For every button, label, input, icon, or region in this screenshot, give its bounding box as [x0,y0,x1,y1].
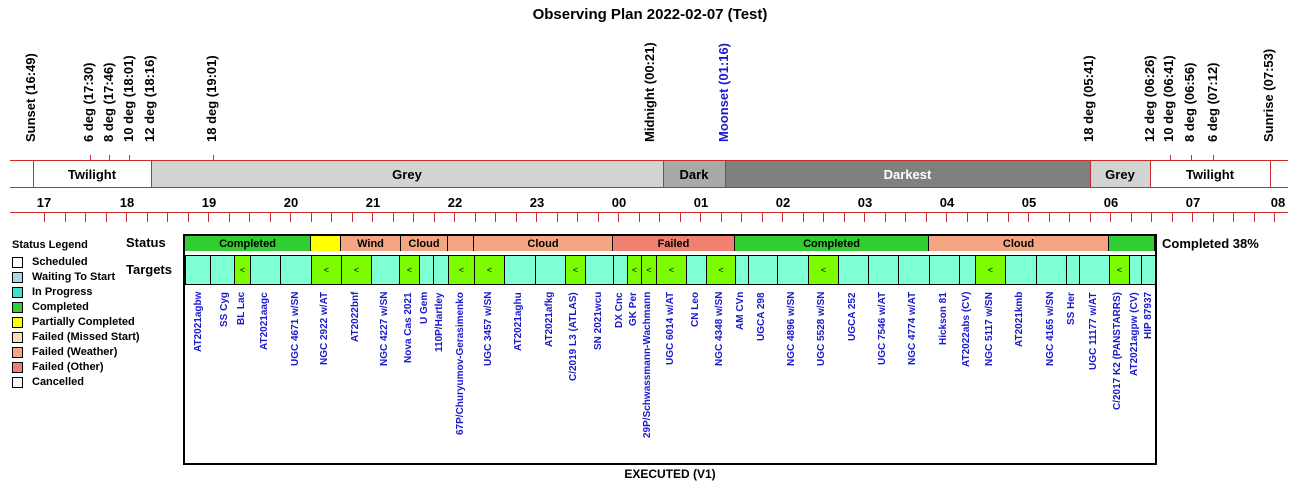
target-cell[interactable] [1079,255,1110,285]
target-name[interactable]: HIP 87937 [1143,291,1154,339]
target-name[interactable]: BL Lac [236,291,247,325]
hour-tick [413,212,414,222]
hour-tick [434,212,435,222]
target-name[interactable]: AT2022abs (CV) [961,291,972,367]
hour-tick [1110,212,1111,222]
target-name[interactable]: UGCA 252 [847,292,858,341]
hour-tick [946,212,947,222]
event-label: 18 deg (05:41) [1081,55,1096,142]
hour-tick [85,212,86,222]
plan-version-label: EXECUTED (V1) [624,467,716,481]
event-tick [1170,155,1171,161]
status-segment: Cloud [474,236,613,251]
hour-tick [454,212,455,222]
target-cell[interactable] [185,255,211,285]
legend-label: Failed (Other) [32,361,104,373]
legend-title: Status Legend [12,239,88,251]
legend-label: Completed [32,301,89,313]
hour-tick [577,212,578,222]
hour-tick [1254,212,1255,222]
legend-item-weather [12,346,117,358]
target-name[interactable]: NGC 4227 w/SN [379,291,390,366]
status-segment: Completed [185,236,311,251]
hour-tick [249,212,250,222]
target-name[interactable]: GK Per [628,292,639,326]
hour-label: 02 [775,195,791,210]
target-cell[interactable]: < [341,255,372,285]
hour-tick [229,212,230,222]
legend-label: Failed (Missed Start) [32,331,140,343]
hour-label: 23 [529,195,545,210]
legend-item-cancelled [12,376,84,388]
target-cell[interactable] [777,255,809,285]
hour-tick [967,212,968,222]
hour-tick [393,212,394,222]
target-name[interactable]: 110P/Hartley [434,292,445,352]
hour-label: 18 [119,195,135,210]
target-cell[interactable]: < [808,255,839,285]
hour-label: 06 [1103,195,1119,210]
hour-tick [147,212,148,222]
sky-band-label: Twilight [1185,166,1235,182]
legend-swatch [12,332,23,343]
hour-tick [1192,212,1193,222]
legend-swatch [12,317,23,328]
status-segment [1109,236,1155,251]
hour-tick [44,212,45,222]
legend-label: In Progress [32,286,93,298]
hour-tick [762,212,763,222]
event-marker [1270,160,1271,188]
status-segment: Completed [735,236,929,251]
hour-tick [987,212,988,222]
target-name[interactable]: AT2021agpw (CV) [1129,292,1140,376]
target-name[interactable]: Nova Cas 2021 [403,292,414,363]
target-name[interactable]: U Gem [419,291,430,324]
target-cell[interactable] [1036,255,1067,285]
hour-label: 20 [283,195,299,210]
target-name[interactable]: C/2019 L3 (ATLAS) [568,292,579,381]
hour-tick [741,212,742,222]
target-cell[interactable] [419,255,434,285]
sky-band-label: Twilight [67,166,117,182]
event-marker [33,160,34,188]
legend-label: Waiting To Start [32,271,116,283]
hour-label: 19 [201,195,217,210]
target-name[interactable]: UGC 3457 w/SN [483,291,494,366]
target-name[interactable]: AT2021afkg [544,291,555,347]
target-cell[interactable] [371,255,400,285]
target-cell[interactable]: < [448,255,475,285]
hour-tick [1213,212,1214,222]
hour-label: 08 [1270,195,1286,210]
target-cell[interactable] [838,255,869,285]
hour-label: 07 [1185,195,1201,210]
hour-tick [803,212,804,222]
event-label: 10 deg (18:01) [121,55,136,142]
target-cell[interactable] [433,255,449,285]
hour-tick [106,212,107,222]
legend-item-other [12,361,104,373]
hour-tick [1131,212,1132,222]
hour-label: 21 [365,195,381,210]
sky-band-label: Grey [392,166,422,182]
target-cell[interactable] [210,255,235,285]
target-cell[interactable] [748,255,778,285]
hour-tick [844,212,845,222]
target-cell[interactable] [1005,255,1037,285]
event-marker [1090,160,1091,188]
sky-band [151,161,663,187]
target-name[interactable]: UGCA 298 [756,292,767,341]
target-cell[interactable]: < [474,255,505,285]
hour-tick [721,212,722,222]
target-cell[interactable] [1141,255,1156,285]
legend-swatch [12,257,23,268]
hour-tick [885,212,886,222]
hour-tick [1008,212,1009,222]
hour-tick [905,212,906,222]
event-label: 8 deg (17:46) [101,62,116,142]
hour-tick [680,212,681,222]
legend-item-missed-start [12,331,140,343]
event-marker [151,160,152,188]
completed-percentage: Completed 38% [1162,236,1259,251]
legend-swatch [12,362,23,373]
hour-tick [331,212,332,222]
hour-tick [290,212,291,222]
hour-tick [1172,212,1173,222]
hour-tick [126,212,127,222]
target-name[interactable]: NGC 4348 w/SN [714,291,725,366]
hour-label: 04 [939,195,955,210]
target-name[interactable]: NGC 2922 w/AT [319,291,330,365]
target-cell[interactable]: < [975,255,1006,285]
event-label: 6 deg (17:30) [81,62,96,142]
event-label: 12 deg (06:26) [1142,55,1157,142]
target-cell[interactable] [250,255,281,285]
hour-label: 00 [611,195,627,210]
target-cell[interactable] [868,255,899,285]
hour-tick [557,212,558,222]
hour-tick [1049,212,1050,222]
hour-tick [1274,212,1275,222]
sky-band [663,161,725,187]
event-tick [90,155,91,161]
status-segment [448,236,474,251]
event-marker [725,160,726,188]
event-label: Sunset (16:49) [23,53,38,142]
target-name[interactable]: AM CVn [735,291,746,330]
hour-tick [270,212,271,222]
target-name[interactable]: UGC 5528 w/SN [816,291,827,366]
target-name[interactable]: 29P/Schwassmann-Wachmann [642,291,653,438]
target-name[interactable]: Hickson 81 [938,292,949,345]
hour-tick [311,212,312,222]
legend-swatch [12,377,23,388]
legend-item-waiting [12,271,115,283]
sky-band [33,161,151,187]
target-name[interactable]: UGC 7546 w/AT [877,291,888,365]
hour-axis-line [10,212,1288,213]
target-name[interactable]: AT2021agbw [193,291,204,352]
page-title: Observing Plan 2022-02-07 (Test) [532,6,768,23]
target-cell[interactable]: < [234,255,251,285]
hour-tick [516,212,517,222]
hour-tick [598,212,599,222]
legend-swatch [12,272,23,283]
hour-tick [188,212,189,222]
target-cell[interactable] [585,255,614,285]
timeline-bottom-line [10,187,1288,188]
event-tick [129,155,130,161]
target-name[interactable]: C/2017 K2 (PANSTARRS) [1112,292,1123,410]
target-name[interactable]: AT2021kmb [1014,291,1025,347]
status-segment: Cloud [929,236,1109,251]
hour-tick [823,212,824,222]
legend-label: Cancelled [32,376,84,388]
sky-band [1150,161,1270,187]
target-cell[interactable] [929,255,960,285]
hour-tick [926,212,927,222]
target-cell[interactable] [959,255,976,285]
hour-tick [659,212,660,222]
hour-tick [475,212,476,222]
event-label: Midnight (00:21) [642,42,657,142]
target-name[interactable]: UGC 11177 w/AT [1088,292,1099,370]
target-cell[interactable] [535,255,566,285]
target-name[interactable]: NGC 4165 w/SN [1045,291,1056,366]
event-label: 12 deg (18:16) [142,55,157,142]
target-name[interactable]: DX Cnc [614,292,625,328]
hour-label: 17 [36,195,52,210]
hour-tick [639,212,640,222]
hour-tick [864,212,865,222]
legend-label: Scheduled [32,256,88,268]
legend-item-in-progress [12,286,93,298]
target-name[interactable]: SN 2021wcu [593,291,604,350]
target-cell[interactable]: < [706,255,736,285]
hour-label: 01 [693,195,709,210]
status-segment: Wind [341,236,401,251]
event-marker [1150,160,1151,188]
legend-swatch [12,287,23,298]
target-name[interactable]: AT2022bnf [350,291,361,342]
sky-band-label: Grey [1105,166,1135,182]
sky-band-label: Dark [679,166,709,182]
event-tick [213,155,214,161]
legend-swatch [12,302,23,313]
status-segment [311,236,341,251]
target-cell[interactable]: < [565,255,586,285]
legend-item-scheduled [12,256,88,268]
event-tick [1191,155,1192,161]
legend-item-completed [12,301,89,313]
event-label: 6 deg (07:12) [1205,62,1220,142]
hour-tick [1090,212,1091,222]
status-segment: Failed [613,236,735,251]
event-marker [663,160,664,188]
targets-row-label: Targets [126,262,172,277]
hour-tick [782,212,783,222]
hour-tick [208,212,209,222]
target-cell[interactable]: < [641,255,657,285]
hour-tick [1151,212,1152,222]
target-name[interactable]: NGC 5117 w/SN [984,292,995,366]
target-cell[interactable]: < [656,255,687,285]
status-row-label: Status [126,235,166,250]
hour-tick [167,212,168,222]
target-name[interactable]: NGC 4774 w/AT [907,291,918,365]
target-cell[interactable]: < [399,255,420,285]
hour-label: 05 [1021,195,1037,210]
hour-label: 22 [447,195,463,210]
target-cell[interactable]: < [627,255,642,285]
sky-band [1090,161,1150,187]
moonset-label: Moonset (01:16) [716,43,731,142]
hour-tick [352,212,353,222]
status-segment: Cloud [401,236,448,251]
target-cell[interactable] [613,255,628,285]
event-label: 8 deg (06:56) [1182,62,1197,142]
hour-tick [1028,212,1029,222]
target-name[interactable]: AT2021aghu [513,292,524,351]
target-cell[interactable] [686,255,707,285]
event-tick [1213,155,1214,161]
sky-band [725,161,1090,187]
legend-item-partial [12,316,135,328]
hour-tick [618,212,619,222]
target-name[interactable]: CN Leo [690,292,701,327]
target-name[interactable]: UGC 4671 w/SN [290,291,301,366]
target-cell[interactable] [504,255,536,285]
target-name[interactable]: 67P/Churyumov-Gerasimenko [455,292,466,435]
event-label: Sunrise (07:53) [1261,48,1276,142]
hour-tick [536,212,537,222]
hour-tick [495,212,496,222]
target-name[interactable]: SS Her [1066,292,1077,325]
target-cell[interactable] [735,255,749,285]
target-cell[interactable] [898,255,930,285]
hour-label: 03 [857,195,873,210]
target-name[interactable]: AT2021aagc [259,292,270,350]
legend-label: Failed (Weather) [32,346,118,358]
event-label: 10 deg (06:41) [1161,55,1176,142]
hour-tick [1069,212,1070,222]
target-cell[interactable] [280,255,312,285]
target-cell[interactable] [1066,255,1080,285]
target-name[interactable]: NGC 4896 w/SN [786,291,797,366]
event-tick [109,155,110,161]
hour-tick [372,212,373,222]
event-label: 18 deg (19:01) [204,55,219,142]
hour-tick [1233,212,1234,222]
target-cell[interactable]: < [311,255,342,285]
target-cell[interactable]: < [1109,255,1130,285]
target-name[interactable]: UGC 6014 w/AT [665,291,676,365]
sky-band-label: Darkest [883,166,932,182]
target-name[interactable]: SS Cyg [219,291,230,327]
legend-label: Partially Completed [32,316,135,328]
hour-tick [65,212,66,222]
legend-swatch [12,347,23,358]
hour-tick [700,212,701,222]
